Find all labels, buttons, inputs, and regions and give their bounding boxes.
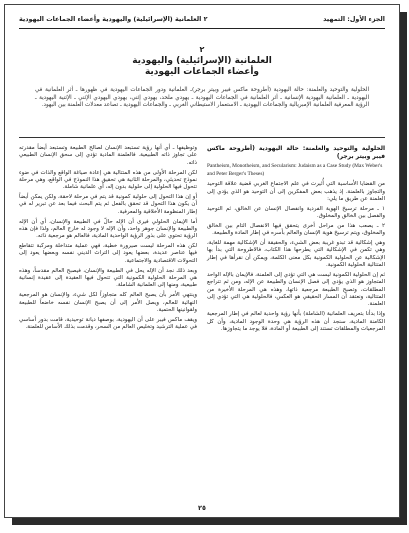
paragraph: وتوظيفها ـ أي أنها رؤية تستبعد الإنسان لصالح الطبيعة وتستبعد أيضاً مقدرته على تجاوز ذاته الطبيعية. فالعلمنة المادية تؤدي إلى سحق الإنسان الطبيعي ذاته.: [19, 145, 197, 166]
paragraph: ٢ ـ يصعب هذا من مراحل أخرى يتحقق فيها الانفصال التام بين الخالق والمخلوق، ويتم ترسيخ هوية الإنسان والعالم بأسره في إطار المادة والطبيعة.: [207, 222, 385, 237]
running-header-part: الجزء الأول: التمهيد: [323, 15, 385, 23]
chapter-title-line-1: العلمانية (الإسرائيلية) واليهودية: [132, 56, 272, 66]
paragraph: وهي إشكالية قد تبدو غريبة بعض الشيء، والحقيقة أن الإشكالية مهمة للغاية، وهي تكمن في الإشكالية التي يطرحها هذا الكتاب، فالاطروحة التي بدأ بها الإشكالية عن الحلولية الكمونية بكل معنى الكلمة، ويمكن أن نقرأها في إطار المتتالية الحلولية الكمونية.: [207, 240, 385, 269]
paragraph: ويقف ماكس فيبر على أن اليهودية، بوصفها ديانة توحيدية، قامت بدور أساسي في عملية الترشيد وتخليص العالم من السحر، وقدمت بذلك الأساس للعلمنة.: [19, 316, 197, 331]
paragraph: لكن هذه المرحلة ليست صيرورة خطية، فهي عملية متداخلة ومركبة تتقاطع فيها عناصر عديدة، بعضها يعود إلى التراث الديني نفسه وبعضها يعود إلى التحولات الاقتصادية والاجتماعية.: [19, 243, 197, 264]
paragraph: وينتهي الأمر بأن يصبح العالم كله متجاوزاً لكل شيء، والإنسان هو المرجعية النهائية للعالم، ويصل الأمر إلى أن يصبح الإنسان نفسه خاضعاً للطبيعة ولقوانينها الحتمية.: [19, 292, 197, 313]
chapter-title: [45, 56, 359, 78]
header-rule: [19, 28, 385, 29]
page-number: ٢٥: [198, 504, 206, 512]
page-shadow-right: [399, 12, 407, 524]
chapter-abstract: الحلولية والتوحيد والعلمنة: حالة اليهودية (أطروحة ماكس فيبر وبيتر برجر)ـ العلمانية ودور الجماعات اليهودية في ظهورها ـ أثر العلمانية في اليهودية ـ العلمانية اليهودية الإنسانية ـ أثر العلمانية في الجماعات اليهودية ـ يهودي ملحد، يهودي إثني، يهودي اليهودي الإثني ـ الإثنية اليهودية ـ الرؤية المعرفية العلمانية الإمبريالية والجماعات اليهودية ـ الاستعمار الاستيطاني الغربي ـ والجماعات اليهودية ـ تصاعد معدلات العلمنة بين اليهود.: [35, 87, 369, 109]
paragraph: لكن المرحلة الأولى من هذه المتتالية هي إعادة صياغة الواقع والذات في ضوء نموذج تحديثي، والمرحلة الثانية هي تحقيق هذا النموذج في الواقع، وهي مرحلة تتحول فيها الحلولية إلى حلولية بدون إله، أي علمانية شاملة.: [19, 169, 197, 191]
section-heading: الحلولية والتوحيد والعلمنة: حالة اليهودية (أطروحة ماكس فيبر وبيتر برجر): [207, 145, 385, 161]
paragraph: من القضايا الأساسية التي أُثيرت في علم الاجتماع الغربي قضية علاقة التوحيد والتجاوز بالعلمنة. إذ يذهب بعض المفكرين إلى أن التوحيد هو الذي يؤدي إلى العلمنة عن طريق ما يلي:: [207, 181, 385, 202]
chapter-number: ٢: [199, 45, 205, 54]
page-shadow-bottom: [12, 517, 407, 525]
paragraph: وبعد ذلك نجد أن الإله يحل في الطبيعة والإنسان، فيصبح العالم مقدساً، وهذه هي المرحلة الحلولية الكمونية التي تتحول فيها العقيدة إلى عقيدة إنسانية طبيعية، ومنها إلى العلمانية الشاملة.: [19, 267, 197, 289]
paragraph: ثم إن الحلولية الكمونية ليست هي التي تؤدي إلى العلمنة، فالإيمان بالإله الواحد المتجاوز هو الذي يؤدي إلى فصل الإنسان والطبيعة عن الإله، ومن ثم تتراجع المطلقات، وتصبح الطبيعة مرجعية ذاتها، وهذه هي المرحلة الأخيرة من المتتالية، ونعتقد أن المسار الحقيقي هو العكس، فالحلولية هي التي تؤدي إلى العلمنة.: [207, 272, 385, 308]
book-page: [4, 4, 400, 518]
running-header-chapter: ٢ العلمانية (الإسرائيلية) واليهودية وأعضاء الجماعات اليهودية: [19, 15, 208, 23]
paragraph: ١ ـ مرحلة ترسيخ الهوية الفردية وانفصال الإنسان عن الخالق، ثم التوحيد والفصل بين الخالق والمخلوق.: [207, 205, 385, 220]
english-heading: Pantheism, Monotheism, and Secularism: Judaism as a Case Study (Max Weber's and Peter Berger's Theses): [207, 163, 383, 177]
paragraph: أو إن هذا التحول إلى حلولية كمونية قد يتم في مرحلة لاحقة، ولكن يمكن أيضاً أن يكون هذا التحول قد تحقق بالفعل ثم يتم البحث فيما بعد عن تبرير له في إطار المنظومة الأخلاقية والمعرفية.: [19, 194, 197, 215]
paragraph: أما الإيمان الحلولي فيرى أن الإله حالّ في الطبيعة والإنسان، أي أن الإله والطبيعة والإنسان جوهر واحد، وأن الإله لا وجود له خارج العالم، ولذا فإن هذه الرؤية تحتوي على بذور الرؤية الواحدية المادية، فالعالم هو مرجعية ذاته.: [19, 218, 197, 240]
left-column: [19, 145, 197, 334]
running-header: [19, 15, 385, 27]
section-separator: [19, 137, 385, 138]
paragraph: وإذا بدأنا بتعريف العلمانية (الشاملة) بأنها رؤية واحدية لعالم في إطار المرجعية الكامنة المادية، سنجد أن هذه الرؤية هي وحدة الوجود المادية، وأن كل المرجعيات والمطلقات تستند إلى الطبيعة أو المادة، فلا يوجد ما يتجاوزها.: [207, 311, 385, 332]
right-column: [207, 145, 385, 336]
chapter-title-line-2: وأعضاء الجماعات اليهودية: [144, 67, 260, 77]
